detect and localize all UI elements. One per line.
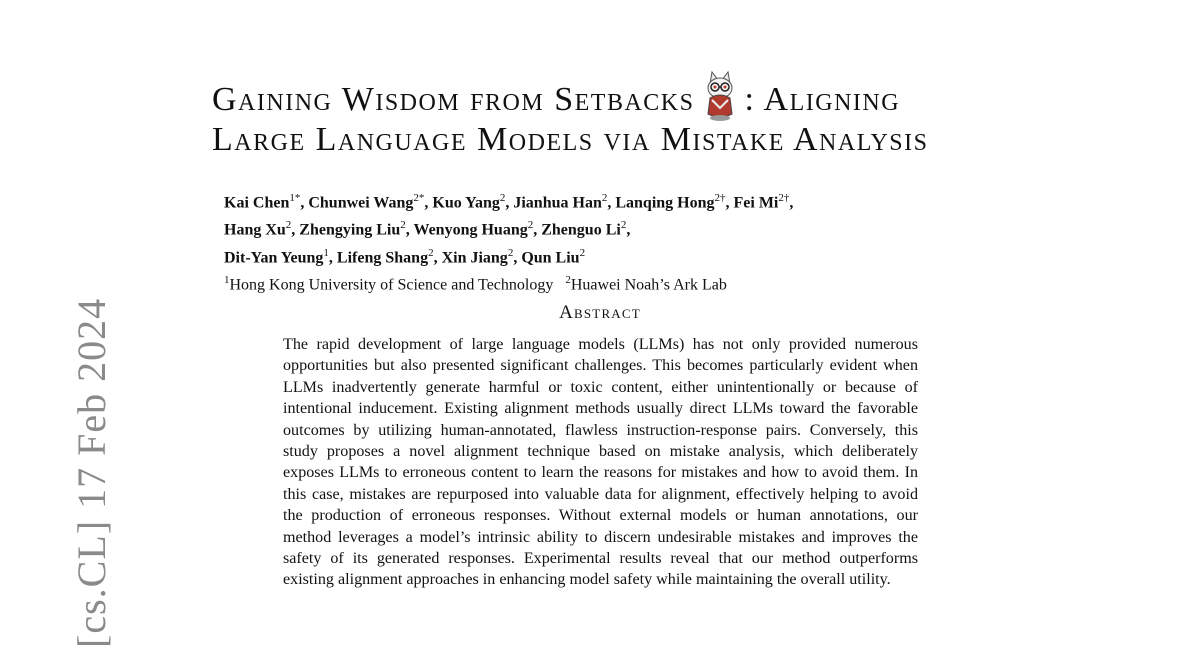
author-name: Kai Chen — [224, 194, 290, 212]
author-superscript: 2 — [499, 192, 506, 204]
author-superscript: 2 — [507, 246, 514, 259]
title-line-2 — [212, 120, 1012, 160]
affiliations — [224, 269, 984, 296]
author-name: Fei Mi — [733, 194, 779, 212]
author-name: Lanqing Hong — [615, 194, 715, 212]
author-line-3: Dit-Yan Yeung$^1$, Lifeng Shang$^2$, Xin Jiang$^2$, Qun Liu$^2$ — [224, 246, 586, 266]
title-line-1 — [212, 70, 1012, 120]
author-superscript: 1 — [323, 246, 329, 259]
author-superscript: 1* — [289, 192, 301, 204]
author-superscript: 2† — [778, 192, 790, 204]
author-name: Dit-Yan Yeung — [224, 248, 324, 266]
author-superscript: 2 — [601, 192, 608, 204]
author-superscript: 2 — [400, 219, 406, 232]
abstract-heading: Abstract — [559, 302, 641, 323]
author-name: Qun Liu — [521, 248, 580, 266]
author-name: Zhengying Liu — [299, 221, 401, 239]
abstract-body: The rapid development of large language models (LLMs) has not only provided numerous opportunities but also presented significant challenges. This becomes particularly evident when LLMs inadvertently generate harmful or toxic content, either unintentionally or because of intentional inducement. Existing alignment methods usually direct LLMs toward the favorable outcomes by utilizing human-annotated, flawless instruction-response pairs. Conversely, this study proposes a novel alignment technique based on mistake analysis, which deliberately exposes LLMs to erroneous content to learn the reasons for mistakes and how to avoid them. In this case, mistakes are repurposed into valuable data for alignment, effectively helping to avoid the production of erroneous responses. Without external models or human annotations, our method leverages a model’s intrinsic ability to discern undesirable mistakes and improves the safety of its generated responses. Experimental results reveal that our method outperforms existing alignment approaches in enhancing model safety while maintaining the overall utility. — [283, 336, 918, 589]
arxiv-stamp-text: [cs.CL] 17 Feb 2024 — [69, 297, 114, 648]
author-name: Lifeng Shang — [336, 248, 429, 266]
author-name: Chunwei Wang — [308, 194, 414, 212]
author-name: Zhenguo Li — [541, 221, 621, 239]
affiliation-name: Huawei Noah’s Ark Lab — [570, 276, 727, 294]
title-part-2: : Aligning — [744, 81, 901, 118]
author-superscript: 2* — [413, 192, 425, 204]
affiliation-superscript: 2 — [565, 273, 571, 286]
author-superscript: 2 — [620, 219, 627, 232]
cartoon-cat-mascot-icon — [702, 70, 738, 124]
author-superscript: 2 — [428, 246, 434, 259]
author-superscript: 2 — [285, 219, 292, 232]
author-line-2: Hang Xu$^2$, Zhengying Liu$^2$, Wenyong Huang$^2$, Zhenguo Li$^2$, — [224, 219, 631, 239]
author-superscript: 2 — [579, 246, 586, 259]
author-superscript: 2† — [714, 192, 726, 204]
affiliation-name: Hong Kong University of Science and Technology — [229, 276, 554, 294]
author-list — [224, 187, 984, 296]
author-name: Kuo Yang — [432, 194, 500, 212]
author-line-1: Kai Chen$^{1*}$, Chunwei Wang$^{2*}$, Kuo Yang$^2$, Jianhua Han$^2$, Lanqing Hong$^{2\dagger}$, Fei $Mi^{2\dagger}$, — [224, 192, 794, 212]
paper-title — [212, 70, 1012, 160]
author-superscript: 2 — [527, 219, 534, 232]
author-name: Xin Jiang — [441, 248, 508, 266]
affiliation-superscript: 1 — [224, 273, 230, 286]
author-name: Hang Xu — [224, 221, 286, 239]
author-name: Wenyong Huang — [413, 221, 528, 239]
author-name: Jianhua Han — [513, 194, 602, 212]
title-part-1: Gaining Wisdom from Setbacks — [212, 81, 695, 118]
arxiv-side-stamp — [28, 297, 114, 648]
title-part-3: Large Language Models via Mistake Analysis — [212, 121, 929, 158]
